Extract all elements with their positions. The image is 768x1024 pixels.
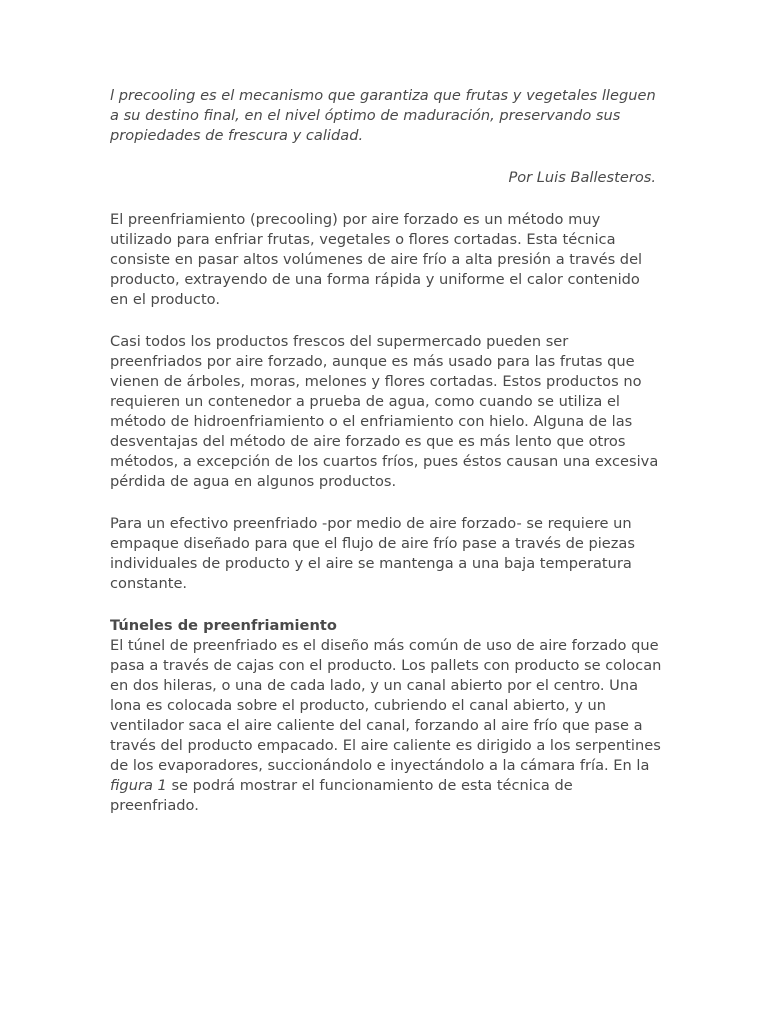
section-body [110, 636, 662, 816]
author-byline: Por Luis Ballesteros. [508, 169, 656, 186]
body-paragraph-2: Casi todos los productos frescos del supermercado pueden ser preenfriados por aire forzado, aunque es más usado para las frutas que vienen de árboles, moras, melones y flores cortadas. Estos productos no requieren un contenedor a prueba de agua, como cuando se utiliza el método de hidroenfriamiento o el enfriamiento con hielo. Alguna de las desventajas del método de aire forzado es que es más lento que otros métodos, a excepción de los cuartos fríos, pues éstos causan una excesiva pérdida de agua en algunos productos. [110, 333, 659, 490]
document-page [110, 86, 662, 816]
figure-reference: figura 1 [110, 777, 167, 794]
body-paragraph-1: El preenfriamiento (precooling) por aire forzado es un método muy utilizado para enfriar frutas, vegetales o flores cortadas. Esta técnica consiste en pasar altos volúmenes de aire frío a alta presión a través del producto, extrayendo de una forma rápida y uniforme el calor contenido en el producto. [110, 211, 643, 308]
body-paragraph-3: Para un efectivo preenfriado -por medio de aire forzado- se requiere un empaque diseñado para que el flujo de aire frío pase a través de piezas individuales de producto y el aire se mantenga a una baja temperatura constante. [110, 515, 635, 592]
intro-paragraph: l precooling es el mecanismo que garantiza que frutas y vegetales lleguen a su destino final, en el nivel óptimo de maduración, preservando sus propiedades de frescura y calidad. [110, 87, 656, 144]
section-heading: Túneles de preenfriamiento [110, 617, 337, 634]
section-body-text-1: El túnel de preenfriado es el diseño más común de uso de aire forzado que pasa a través de cajas con el producto. Los pallets con producto se colocan en dos hileras, o una de cada lado, y un canal abierto por el centro. Una lona es colocada sobre el producto, cubriendo el canal abierto, y un ventilador saca el aire caliente del canal, forzando al aire frío que pase a través del producto empacado. El aire caliente es dirigido a los serpentines de los evaporadores, succionándolo e inyectándolo a la cámara fría. En la [110, 637, 662, 774]
section-body-text-2: se podrá mostrar el funcionamiento de esta técnica de preenfriado. [110, 777, 573, 814]
